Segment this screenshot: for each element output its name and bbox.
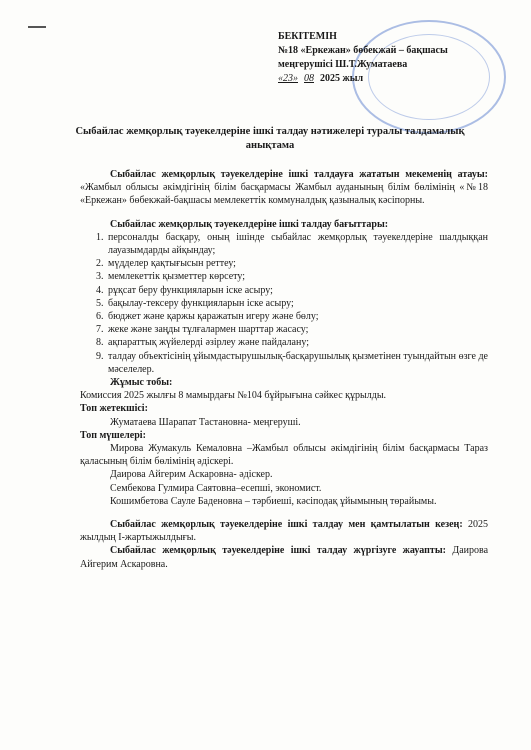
workgroup-heading: Жұмыс тобы: [110,377,173,389]
approval-year: 2025 жыл [320,73,364,84]
member-item: Даирова Айгерим Аскаровна- әдіскер. [110,469,273,481]
approval-date [278,72,518,86]
directions-list [80,231,488,376]
direction-item: 4. рұқсат беру функцияларын іске асыру; [106,284,488,297]
member-item: Мирова Жумакуль Кемаловна –Жамбыл облысы әкімдігінің білім басқармасы Тараз қаласының білім бөлімінің әдіскері. [80,443,488,468]
direction-item: 2. мүдделер қақтығысын реттеу; [106,257,488,270]
responsible-label: Сыбайлас жемқорлық тәуекелдеріне ішкі талдау жүргізуге жауапты: [110,545,446,557]
responsible-paragraph [80,544,488,570]
direction-item: 8. ақпараттық жүйелерді әзірлеу және пайдалану; [106,336,488,349]
leader-name: Жуматаева Шарапат Тастановна- меңгеруші. [110,416,301,428]
period-paragraph [80,518,488,544]
members-heading: Топ мүшелері: [80,429,146,441]
direction-item: 6. бюджет және қаржы қаражатын игеру және бөлу; [106,310,488,323]
approval-month: 08 [304,73,314,84]
direction-item: 7. жеке және заңды тұлғалармен шарттар жасасу; [106,323,488,336]
period-value: 2025 жылдың І-жартыжылдығы. [80,519,489,544]
direction-item: 3. мемлекеттік қызметтер көрсету; [106,270,488,283]
approval-block [278,30,518,86]
responsible-value: Даирова Айгерим Аскаровна. [80,545,489,570]
org-value: «Жамбыл облысы әкімдігінің білім басқармасы Жамбыл ауданының білім бөлімінің «№18 «Еркежан» бөбекжай-бақшасы мемлекеттік коммуналдық қазыналық кәсіпорны. [80,182,488,207]
org-paragraph [80,168,488,208]
member-item: Кошимбетова Сауле Баденовна – тәрбиеші, кәсіподақ ұйымының төрайымы. [110,495,437,507]
direction-item: 1. персоналды басқару, оның ішінде сыбайлас жемқорлық тәуекелдеріне шалдыққан лауазымдарды айқындау; [106,231,488,257]
directions-heading: Сыбайлас жемқорлық тәуекелдеріне ішкі талдау бағыттары: [110,218,389,230]
member-item: Сембекова Гулмира Саятовна–есепші, экономист. [110,482,322,494]
approval-line1: №18 «Еркежан» бөбекжай – бақшасы [278,45,448,56]
direction-item: 9. талдау объектісінің ұйымдастырушылық-басқарушылық қызметінен туындайтын өзге де мәселелер. [106,350,488,376]
document-title: Сыбайлас жемқорлық тәуекелдеріне ішкі талдау нәтижелері туралы талдамалық анықтама [75,126,465,151]
workgroup-text: Комиссия 2025 жылғы 8 мамырдағы №104 бұйрығына сәйкес құрылды. [80,390,387,402]
approval-heading: БЕКІТЕМІН [278,31,337,42]
approval-line2: меңгерушісі Ш.Т.Жуматаева [278,59,408,70]
corner-mark [28,26,46,28]
approval-day: «23» [278,73,298,84]
document-body [80,168,488,571]
org-label: Сыбайлас жемқорлық тәуекелдеріне ішкі талдауға жататын мекеменің атауы: [110,169,488,180]
leader-heading: Топ жетекшісі: [80,403,148,415]
period-label: Сыбайлас жемқорлық тәуекелдеріне ішкі талдау мен қамтылатын кезең: [110,519,463,531]
direction-item: 5. бақылау-тексеру функцияларын іске асыру; [106,297,488,310]
